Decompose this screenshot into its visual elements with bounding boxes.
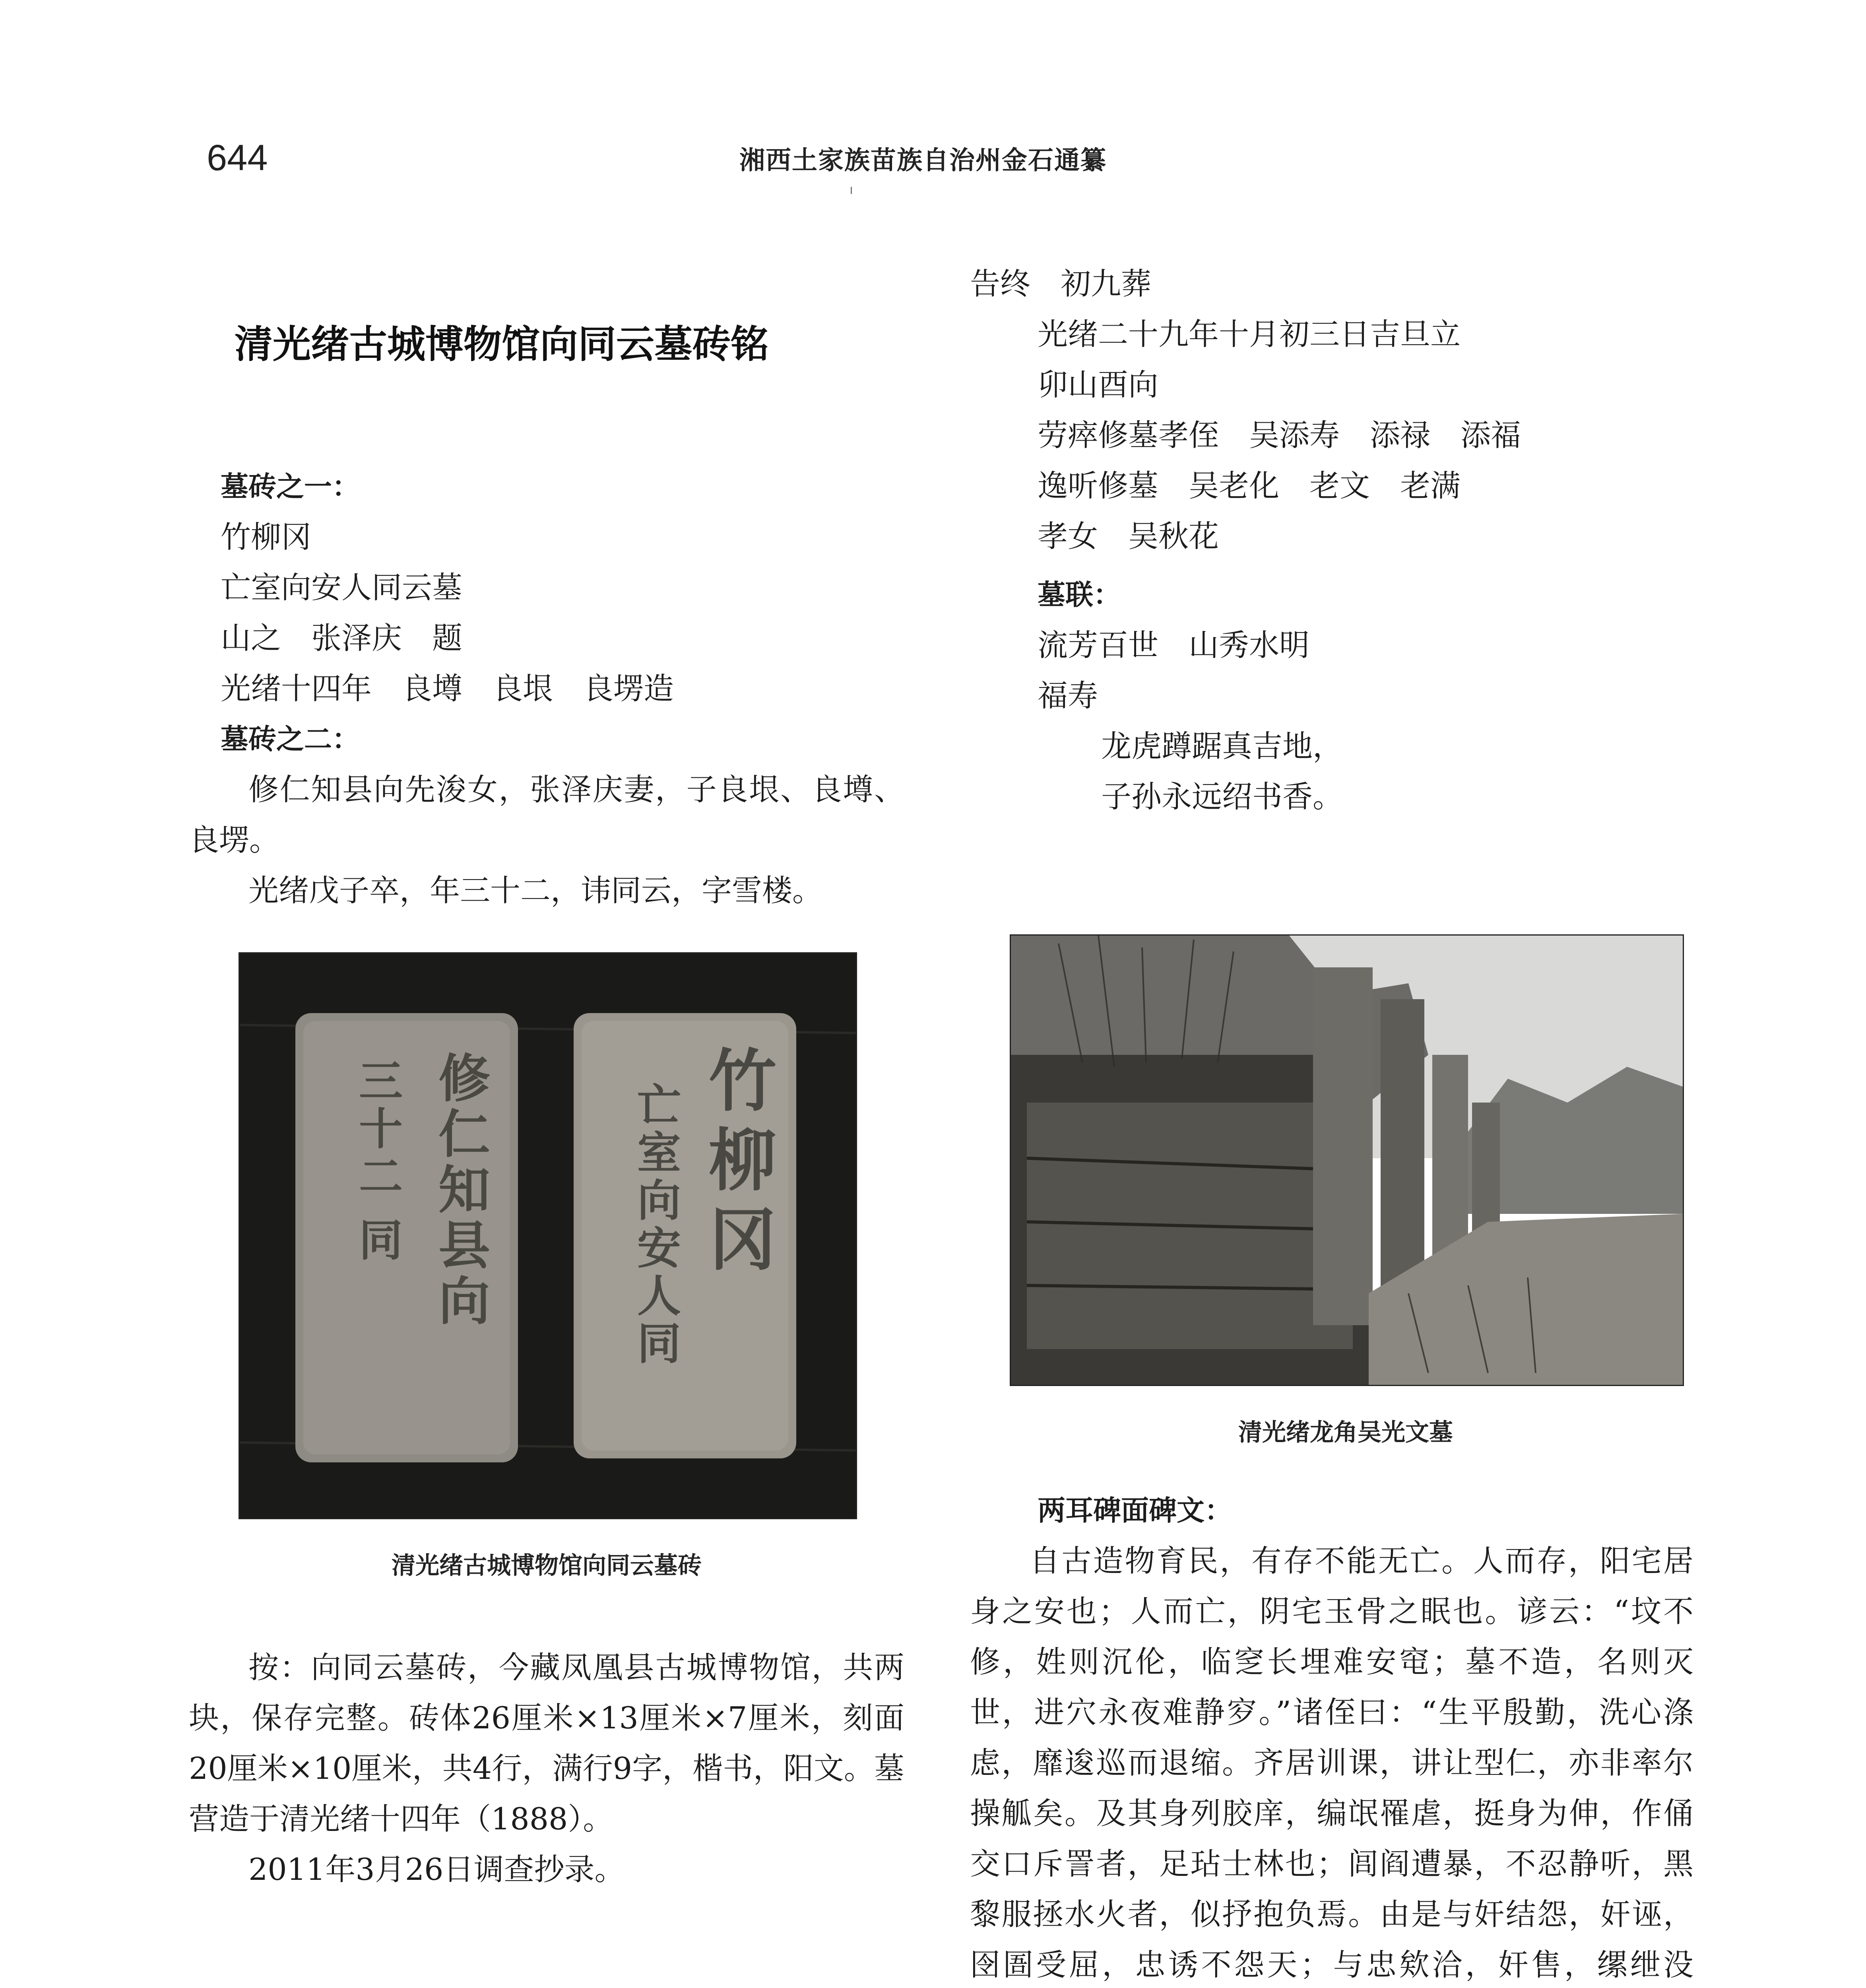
svg-text:知: 知 (438, 1159, 491, 1220)
couplet-verse: 子孙永远绍书香。 (1101, 779, 1343, 814)
svg-text:同: 同 (637, 1318, 681, 1369)
couplet-line: 福寿 (1038, 678, 1098, 713)
section1-title: 清光绪古城博物馆向同云墓砖铭 (235, 322, 769, 367)
main-text-end: 告终 初九葬 (970, 266, 1151, 301)
section1-transcription (189, 461, 904, 916)
svg-text:室: 室 (637, 1127, 681, 1178)
stele-line: 卯山酉向 (1038, 367, 1158, 402)
stele-line: 光绪二十九年十月初三日吉旦立 (1038, 316, 1461, 352)
svg-text:冈: 冈 (709, 1200, 777, 1280)
svg-text:县: 县 (438, 1215, 491, 1276)
brick1-line: 光绪十四年 良墫 良垠 良塄造 (221, 671, 674, 706)
svg-text:修: 修 (438, 1048, 491, 1109)
section2-ear (970, 1485, 1693, 1988)
brick2-label: 墓砖之二： (221, 722, 360, 755)
tomb-photo (1010, 934, 1684, 1386)
stele-line: 孝女 吴秋花 (1038, 518, 1219, 554)
brick2-text2: 光绪戊子卒，年三十二，讳同云，字雪楼。 (248, 873, 822, 908)
svg-text:十: 十 (359, 1103, 403, 1155)
stele-line: 逸听修墓 吴老化 老文 老满 (1038, 468, 1461, 503)
page-number: 644 (207, 138, 268, 178)
svg-text:三: 三 (359, 1056, 403, 1107)
note-text: 按：向同云墓砖，今藏凤凰县古城博物馆，共两块，保存完整。砖体26厘米×13厘米×7厘米，刻面20厘米×10厘米，共4行，满行9字，楷书，阳文。墓营造于清光绪十四年（1888）。 (189, 1650, 904, 1837)
svg-text:向: 向 (438, 1271, 491, 1332)
svg-text:仁: 仁 (438, 1104, 491, 1165)
couplet-verse: 龙虎蹲踞真吉地， (1101, 728, 1343, 764)
svg-text:同: 同 (359, 1215, 403, 1266)
section1-note (189, 1642, 904, 1895)
svg-text:人: 人 (637, 1270, 681, 1322)
svg-text:柳: 柳 (709, 1121, 777, 1200)
brick-photo-graphic (240, 953, 856, 1518)
brick2-text: 修仁知县向先浚女，张泽庆妻，子良垠、良墫、良塄。 (189, 772, 904, 858)
ear-label: 两耳碑面碑文： (1038, 1494, 1232, 1527)
svg-text:二: 二 (359, 1151, 403, 1202)
couplet-line: 流芳百世 山秀水明 (1038, 627, 1309, 663)
brick1-line: 竹柳冈 (221, 519, 311, 555)
svg-text:竹: 竹 (709, 1041, 777, 1121)
brick1-line: 山之 张泽庆 题 (221, 620, 462, 656)
brick1-line: 亡室向安人同云墓 (221, 570, 462, 605)
section2-right-top (970, 258, 1693, 822)
brick-photo (239, 952, 857, 1519)
tomb-photo-graphic (1011, 936, 1683, 1385)
brick-photo-caption: 清光绪古城博物馆向同云墓砖 (392, 1552, 702, 1580)
svg-text:亡: 亡 (637, 1079, 681, 1131)
survey-date: 2011年3月26日调查抄录。 (248, 1852, 625, 1887)
brick1-label: 墓砖之一： (221, 470, 360, 503)
ear-text: 自古造物育民，有存不能无亡。人而存，阳宅居身之安也；人而亡，阴宅玉骨之眠也。谚云：“坟不修，姓则沉伦，临窆长埋难安窀；墓不造，名则灭世，进穴永夜难静穸。”诸侄曰：“生平殷勤，洗心涤虑，靡逡巡而退缩。齐居训课，讲让型仁，亦非率尔操觚矣。及其身列胶庠，编氓罹虐，挺身为伸，作俑交口斥詈者，足玷士林也；闾阎遭暴，不忍静听，黑黎服拯水火者，似抒抱负焉。由是与奸结怨，奸诬，囹圄受屈，忠诱不怨天；与忠欸洽，奸售，缧绁没 (970, 1543, 1693, 1982)
tomb-photo-caption: 清光绪龙角吴光文墓 (1238, 1419, 1453, 1446)
couplet-label: 墓联： (1038, 578, 1121, 611)
running-title: 湘西土家族苗族自治州金石通纂 (739, 146, 1107, 175)
svg-text:安: 安 (637, 1223, 681, 1274)
stele-line: 劳瘁修墓孝侄 吴添寿 添禄 添福 (1038, 417, 1521, 453)
svg-text:向: 向 (637, 1175, 681, 1226)
header-mark (851, 187, 852, 194)
